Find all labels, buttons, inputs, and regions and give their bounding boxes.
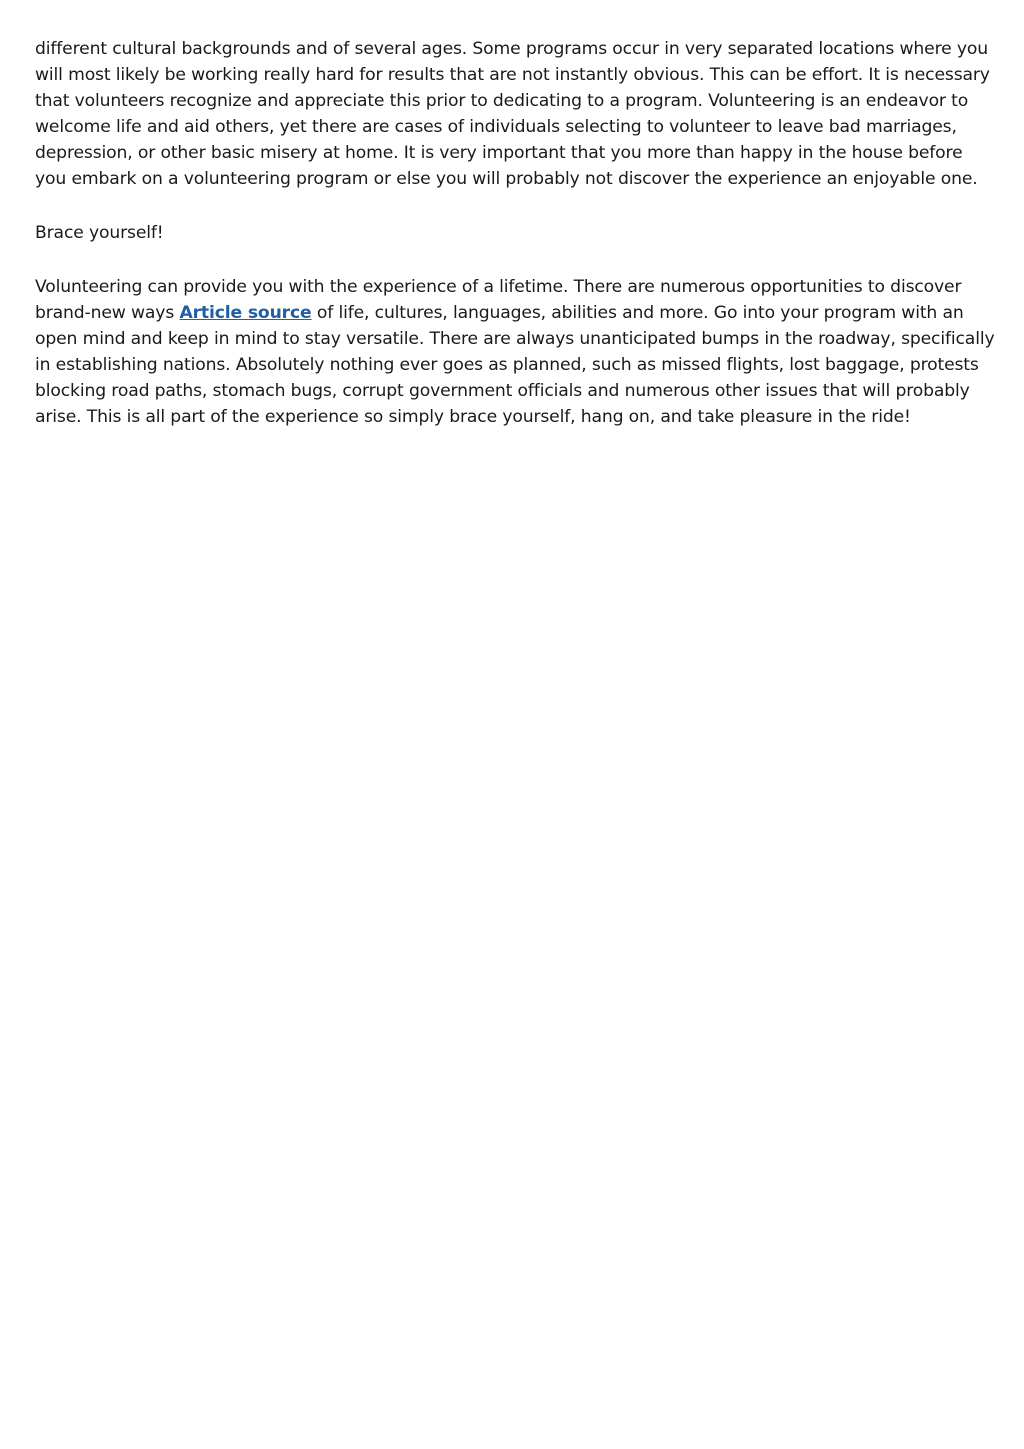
document-body: [35, 36, 995, 458]
paragraph-intro: different cultural backgrounds and of several ages. Some programs occur in very separated locations where you will most likely be working really hard for results that are not instantly obvious. This can be effort. It is necessary that volunteers recognize and appreciate this prior to dedicating to a program. Volunteering is an endeavor to welcome life and aid others, yet there are cases of individuals selecting to volunteer to leave bad marriages, depression, or other basic misery at home. It is very important that you more than happy in the house before you embark on a volunteering program or else you will probably not discover the experience an enjoyable one.: [35, 39, 990, 189]
section-heading: Brace yourself!: [35, 223, 164, 243]
paragraph-text-after-link: of life, cultures, languages, abilities and more. Go into your program with an open mind and keep in mind to stay versatile. There are always unanticipated bumps in the roadway, specifically in establishing nations. Absolutely nothing ever goes as planned, such as missed flights, lost baggage, protests blocking road paths, stomach bugs, corrupt government officials and numerous other issues that will probably arise. This is all part of the experience so simply brace yourself, hang on, and take pleasure in the ride!: [35, 303, 995, 427]
paragraph-text-before-link: Volunteering can provide you with the experience of a lifetime. There are numerous opportunities to discover brand-new ways: [35, 277, 962, 323]
paragraph-volunteering: [35, 274, 995, 430]
article-source-link[interactable]: Article source: [179, 303, 312, 323]
